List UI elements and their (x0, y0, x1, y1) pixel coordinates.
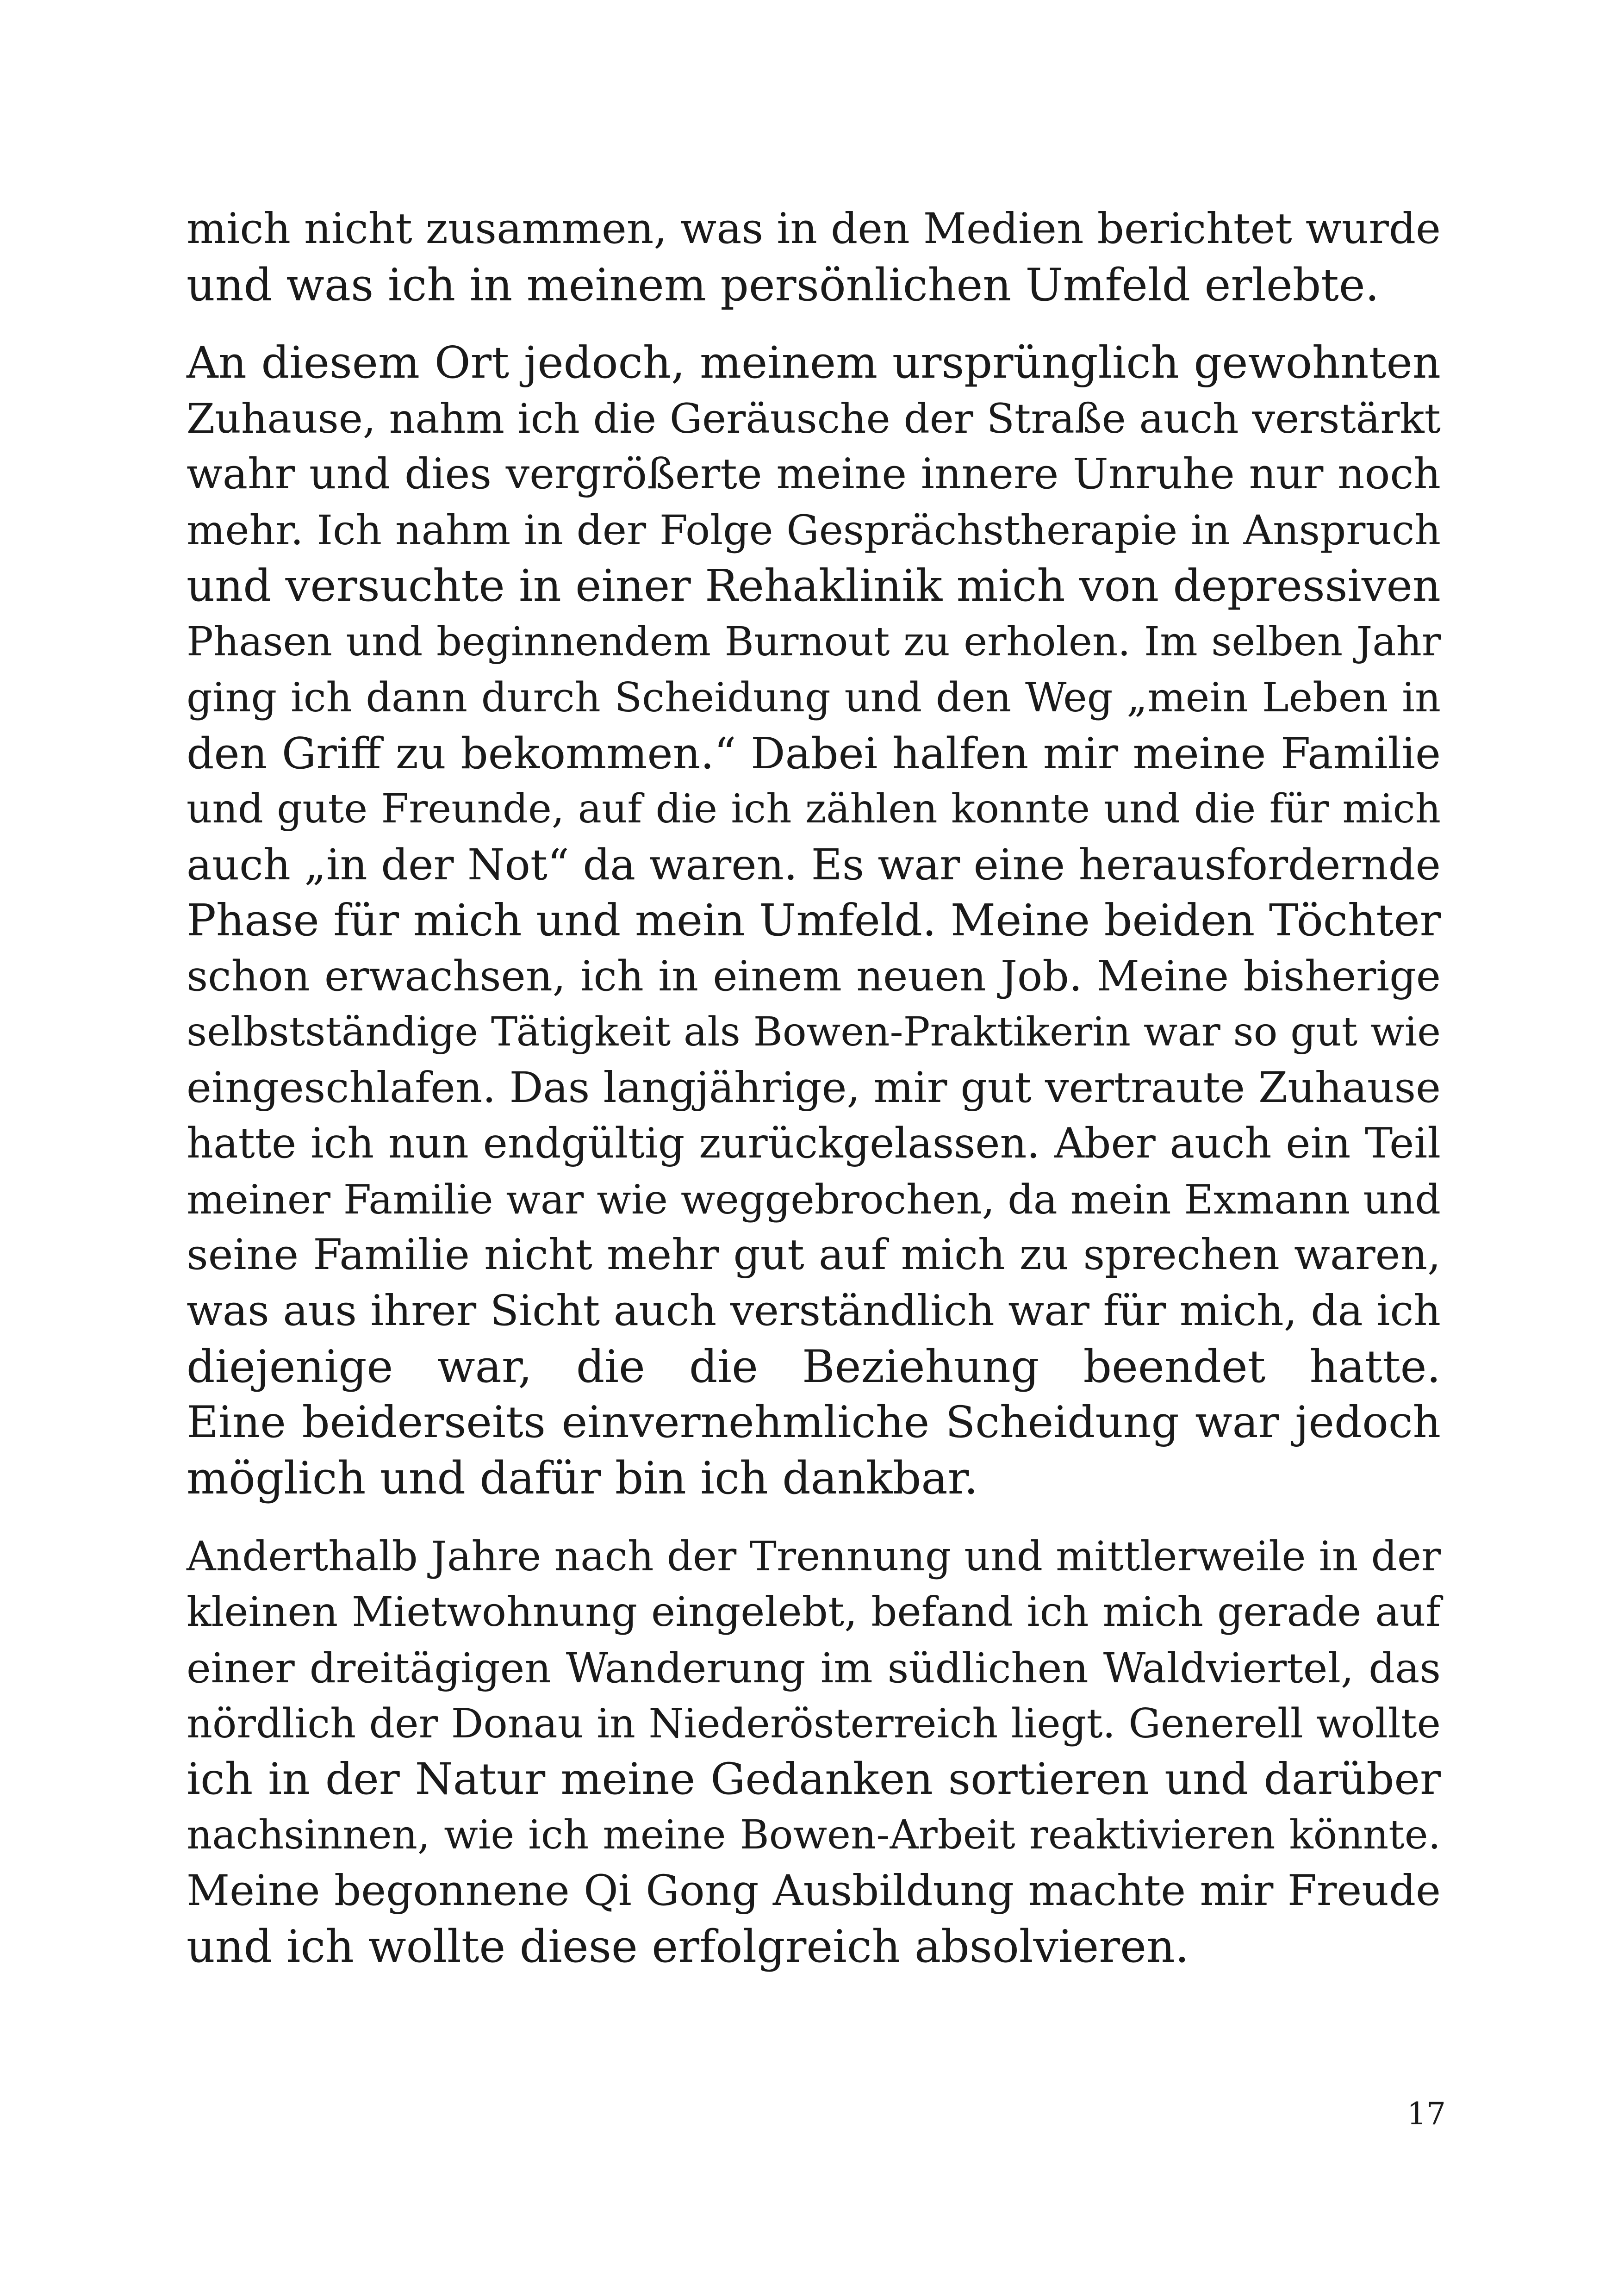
body-text (187, 201, 1441, 1975)
paragraph-3 (187, 1529, 1441, 1975)
text-line: nördlich der Donau in Niederösterreich liegt. Generell wollte (187, 1700, 1441, 1747)
text-line: hatte ich nun endgültig zurückgelassen. Aber auch ein Teil (187, 1119, 1441, 1168)
text-line: und versuchte in einer Rehaklinik mich von depressiven (187, 560, 1441, 611)
text-line: schon erwachsen, ich in einem neuen Job. Meine bisherige (187, 952, 1441, 1001)
text-line: den Griff zu bekommen.“ Dabei halfen mir meine Familie (187, 728, 1441, 778)
text-line: Phase für mich und mein Umfeld. Meine beiden Töchter (187, 895, 1441, 946)
text-line: Zuhause, nahm ich die Geräusche der Straße auch verstärkt (187, 394, 1441, 442)
text-line: und gute Freunde, auf die ich zählen konnte und die für mich (187, 786, 1441, 832)
text-line: auch „in der Not“ da waren. Es war eine herausfordernde (187, 840, 1441, 890)
text-line: eingeschlafen. Das langjährige, mir gut vertraute Zuhause (187, 1063, 1441, 1112)
text-line: ich in der Natur meine Gedanken sortieren und darüber (187, 1754, 1441, 1804)
text-line: kleinen Mietwohnung eingelebt, befand ich mich gerade auf (187, 1588, 1441, 1636)
text-line: Eine beiderseits einvernehmliche Scheidung war jedoch (187, 1397, 1441, 1448)
text-line: meiner Familie war wie weggebrochen, da mein Exmann und (187, 1176, 1441, 1223)
text-line: wahr und dies vergrößerte meine innere Unruhe nur noch (187, 450, 1441, 498)
paragraph-2 (187, 335, 1441, 1506)
text-line: Anderthalb Jahre nach der Trennung und mittlerweile in der (187, 1532, 1441, 1580)
text-line: möglich und dafür bin ich dankbar. (187, 1452, 978, 1504)
text-line: selbstständige Tätigkeit als Bowen-Praktikerin war so gut wie (187, 1009, 1441, 1055)
text-line: diejenige war, die die Beziehung beendet hatte. (187, 1341, 1441, 1393)
page-number: 17 (1407, 2096, 1446, 2132)
paragraph-1 (187, 201, 1441, 313)
text-line: was aus ihrer Sicht auch verständlich war für mich, da ich (187, 1286, 1441, 1335)
text-line: seine Familie nicht mehr gut auf mich zu sprechen waren, (187, 1231, 1441, 1279)
text-line: Phasen und beginnendem Burnout zu erholen. Im selben Jahr (187, 618, 1441, 665)
text-line: Meine begonnene Qi Gong Ausbildung machte mir Freude (187, 1866, 1441, 1915)
text-line: mich nicht zusammen, was in den Medien berichtet wurde (187, 205, 1441, 253)
text-line: nachsinnen, wie ich meine Bowen-Arbeit reaktivieren könnte. (187, 1812, 1441, 1858)
text-line: mehr. Ich nahm in der Folge Gesprächstherapie in Anspruch (187, 506, 1441, 554)
text-line: und ich wollte diese erfolgreich absolvieren. (187, 1921, 1189, 1972)
text-line: An diesem Ort jedoch, meinem ursprünglich gewohnten (187, 337, 1441, 388)
text-line: ging ich dann durch Scheidung und den Weg „mein Leben in (187, 674, 1441, 721)
text-line: einer dreitägigen Wanderung im südlichen Waldviertel, das (187, 1643, 1441, 1692)
text-line: und was ich in meinem persönlichen Umfeld erlebte. (187, 259, 1380, 311)
